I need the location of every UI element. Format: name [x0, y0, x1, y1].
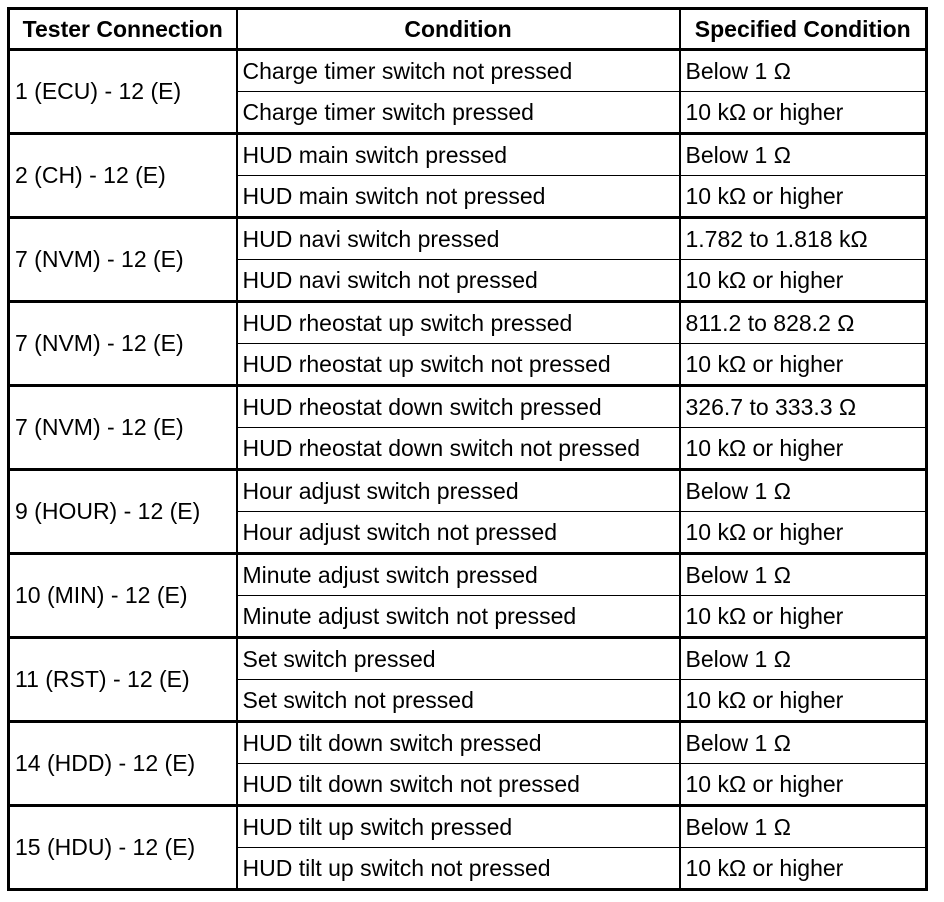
condition-cell: Set switch pressed: [237, 638, 680, 680]
spec-table: [7, 7, 928, 891]
condition-cell: HUD tilt down switch not pressed: [237, 764, 680, 806]
specified-condition-cell: Below 1 Ω: [680, 50, 927, 92]
specified-condition-cell: 10 kΩ or higher: [680, 512, 927, 554]
tester-connection-cell: 2 (CH) - 12 (E): [9, 134, 237, 218]
table-row: [9, 806, 927, 848]
table-row: [9, 470, 927, 512]
specified-condition-cell: Below 1 Ω: [680, 134, 927, 176]
header-tester-connection: Tester Connection: [9, 9, 237, 50]
specified-condition-cell: 10 kΩ or higher: [680, 260, 927, 302]
specified-condition-cell: 811.2 to 828.2 Ω: [680, 302, 927, 344]
table-row: [9, 722, 927, 764]
table-row: [9, 134, 927, 176]
tester-connection-cell: 9 (HOUR) - 12 (E): [9, 470, 237, 554]
condition-cell: HUD rheostat down switch pressed: [237, 386, 680, 428]
specified-condition-cell: 10 kΩ or higher: [680, 764, 927, 806]
table-body: [9, 50, 927, 890]
condition-cell: HUD main switch pressed: [237, 134, 680, 176]
specified-condition-cell: 10 kΩ or higher: [680, 344, 927, 386]
tester-connection-cell: 15 (HDU) - 12 (E): [9, 806, 237, 890]
specified-condition-cell: 10 kΩ or higher: [680, 848, 927, 890]
specified-condition-cell: Below 1 Ω: [680, 554, 927, 596]
condition-cell: HUD main switch not pressed: [237, 176, 680, 218]
tester-connection-cell: 1 (ECU) - 12 (E): [9, 50, 237, 134]
table-row: [9, 302, 927, 344]
table-row: [9, 218, 927, 260]
tester-connection-cell: 14 (HDD) - 12 (E): [9, 722, 237, 806]
condition-cell: HUD tilt up switch pressed: [237, 806, 680, 848]
condition-cell: Minute adjust switch not pressed: [237, 596, 680, 638]
tester-connection-cell: 7 (NVM) - 12 (E): [9, 386, 237, 470]
table-row: [9, 554, 927, 596]
condition-cell: HUD tilt down switch pressed: [237, 722, 680, 764]
specified-condition-cell: 326.7 to 333.3 Ω: [680, 386, 927, 428]
tester-connection-cell: 11 (RST) - 12 (E): [9, 638, 237, 722]
specified-condition-cell: Below 1 Ω: [680, 638, 927, 680]
tester-connection-cell: 10 (MIN) - 12 (E): [9, 554, 237, 638]
specified-condition-cell: Below 1 Ω: [680, 470, 927, 512]
condition-cell: HUD rheostat down switch not pressed: [237, 428, 680, 470]
specified-condition-cell: 10 kΩ or higher: [680, 680, 927, 722]
tester-connection-cell: 7 (NVM) - 12 (E): [9, 218, 237, 302]
specified-condition-cell: Below 1 Ω: [680, 806, 927, 848]
header-specified-condition: Specified Condition: [680, 9, 927, 50]
specified-condition-cell: 10 kΩ or higher: [680, 92, 927, 134]
condition-cell: Charge timer switch pressed: [237, 92, 680, 134]
table-row: [9, 386, 927, 428]
condition-cell: HUD navi switch pressed: [237, 218, 680, 260]
condition-cell: HUD navi switch not pressed: [237, 260, 680, 302]
condition-cell: Hour adjust switch pressed: [237, 470, 680, 512]
condition-cell: Set switch not pressed: [237, 680, 680, 722]
condition-cell: HUD rheostat up switch pressed: [237, 302, 680, 344]
specified-condition-cell: 1.782 to 1.818 kΩ: [680, 218, 927, 260]
specified-condition-cell: 10 kΩ or higher: [680, 428, 927, 470]
condition-cell: Charge timer switch not pressed: [237, 50, 680, 92]
condition-cell: Minute adjust switch pressed: [237, 554, 680, 596]
condition-cell: Hour adjust switch not pressed: [237, 512, 680, 554]
specified-condition-cell: Below 1 Ω: [680, 722, 927, 764]
table-row: [9, 638, 927, 680]
condition-cell: HUD tilt up switch not pressed: [237, 848, 680, 890]
table-row: [9, 50, 927, 92]
header-row: [9, 9, 927, 50]
specified-condition-cell: 10 kΩ or higher: [680, 176, 927, 218]
specified-condition-cell: 10 kΩ or higher: [680, 596, 927, 638]
table-header: [9, 9, 927, 50]
header-condition: Condition: [237, 9, 680, 50]
condition-cell: HUD rheostat up switch not pressed: [237, 344, 680, 386]
tester-connection-cell: 7 (NVM) - 12 (E): [9, 302, 237, 386]
